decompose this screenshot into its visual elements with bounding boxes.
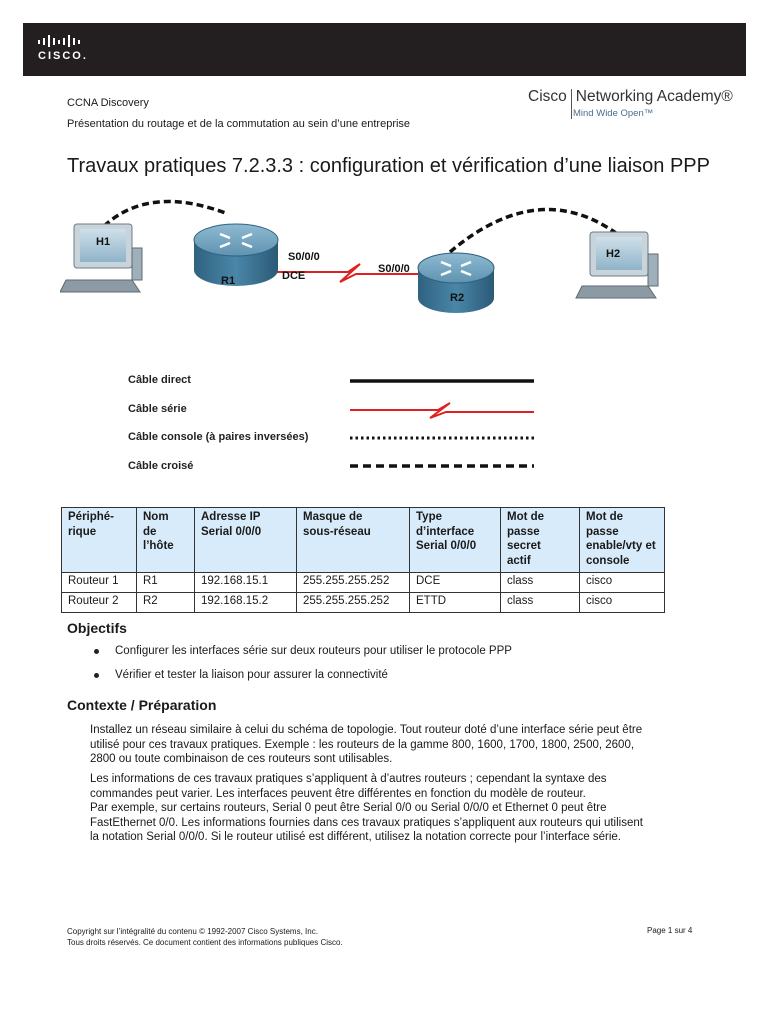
col-hostname: Nom de l’hôte — [137, 508, 195, 573]
col-secret: Mot de passe secret actif — [501, 508, 580, 573]
academy-tagline: Mind Wide Open™ — [573, 108, 654, 119]
r1-router-icon — [194, 224, 278, 286]
cell-enable-vty: cisco — [580, 593, 665, 613]
col-interface-type: Type d’interface Serial 0/0/0 — [410, 508, 501, 573]
legend-console-label: Câble console (à paires inversées) — [128, 431, 309, 443]
cisco-wordmark: CISCO. — [38, 50, 88, 62]
objective-item: Configurer les interfaces série sur deux routeurs pour utiliser le protocole PPP — [115, 645, 512, 657]
cell-hostname: R2 — [137, 593, 195, 613]
cell-mask: 255.255.255.252 — [297, 573, 410, 593]
cell-interface-type: ETTD — [410, 593, 501, 613]
table-row — [62, 593, 665, 613]
cell-device: Routeur 2 — [62, 593, 137, 613]
cell-mask: 255.255.255.252 — [297, 593, 410, 613]
cell-enable-vty: cisco — [580, 573, 665, 593]
course-name: CCNA Discovery — [67, 97, 149, 109]
page-number: Page 1 sur 4 — [647, 926, 693, 935]
course-subtitle: Présentation du routage et de la commutation au sein d’une entreprise — [67, 118, 411, 130]
link-h1-r1 — [104, 202, 228, 227]
table-header-row — [62, 508, 665, 573]
table-row — [62, 573, 665, 593]
h2-computer-icon — [576, 232, 658, 298]
col-device: Périphé- rique — [62, 508, 137, 573]
page-title: Travaux pratiques 7.2.3.3 : configuration et vérification d’une liaison PPP — [67, 155, 710, 177]
r2-port-label: S0/0/0 — [378, 263, 410, 275]
objectives-heading: Objectifs — [67, 620, 127, 636]
legend-straight-label: Câble direct — [128, 374, 191, 386]
academy-cisco: Cisco — [528, 88, 567, 105]
h1-label: H1 — [96, 236, 111, 248]
cell-interface-type: DCE — [410, 573, 501, 593]
r2-router-icon — [418, 253, 494, 313]
cell-secret: class — [501, 573, 580, 593]
cell-secret: class — [501, 593, 580, 613]
h2-label: H2 — [606, 248, 621, 260]
topology-diagram — [60, 186, 720, 331]
context-paragraph-2: Les informations de ces travaux pratiques s’appliquent à d’autres routeurs ; cependant la syntaxe des commandes peut varier. Les interfaces peuvent être différentes en fonction du modèle de routeur. Par exemple, sur certains routeurs, Serial 0 peut être Serial 0/0 ou Serial 0/0/0 et Ethernet 0 peut être FastEthernet 0/0. Les informations fournies dans ces travaux pratiques s’appliquent aux routeurs qui utilisent la notation Serial 0/0/0. Si le routeur utilisé est différent, utilisez la notation correcte pour l’interface série. — [90, 773, 643, 843]
serial-cable-line — [350, 403, 534, 418]
legend-crossover-label: Câble croisé — [128, 460, 194, 472]
cell-device: Routeur 1 — [62, 573, 137, 593]
context-paragraph-1: Installez un réseau similaire à celui du schéma de topologie. Tout routeur doté d’une interface série peut être utilisé pour ces travaux pratiques. Exemple : les routeurs de la gamme 800, 1600, 1700, 1800, 2500, 2600, 2800 ou toute combinaison de ces routeurs sont utilisables. — [90, 724, 643, 765]
addressing-table — [61, 507, 665, 613]
bullet-icon — [94, 649, 99, 654]
footer-copyright: Copyright sur l’intégralité du contenu © 1992-2007 Cisco Systems, Inc. Tous droits réservés. Ce document contient des informations publiques Cisco. — [67, 927, 343, 947]
r2-label: R2 — [450, 292, 465, 304]
legend-lines — [350, 368, 540, 478]
r1-port-label: S0/0/0 — [288, 251, 320, 263]
col-mask: Masque de sous-réseau — [297, 508, 410, 573]
context-heading: Contexte / Préparation — [67, 697, 217, 713]
cell-hostname: R1 — [137, 573, 195, 593]
cable-legend — [128, 368, 548, 478]
top-banner — [23, 23, 746, 76]
col-ip: Adresse IP Serial 0/0/0 — [195, 508, 297, 573]
r1-label: R1 — [221, 275, 236, 287]
h1-computer-icon — [60, 224, 142, 292]
bullet-icon — [94, 673, 99, 678]
cell-ip: 192.168.15.1 — [195, 573, 297, 593]
objective-item: Vérifier et tester la liaison pour assurer la connectivité — [115, 669, 388, 681]
cisco-logo — [37, 35, 97, 67]
cisco-bars-icon — [37, 35, 87, 47]
col-enable-vty: Mot de passe enable/vty et console — [580, 508, 665, 573]
r1-dce-label: DCE — [282, 270, 306, 282]
networking-academy-logo — [528, 88, 733, 118]
academy-title: Networking Academy® — [575, 88, 733, 105]
cell-ip: 192.168.15.2 — [195, 593, 297, 613]
legend-serial-label: Câble série — [128, 403, 187, 415]
